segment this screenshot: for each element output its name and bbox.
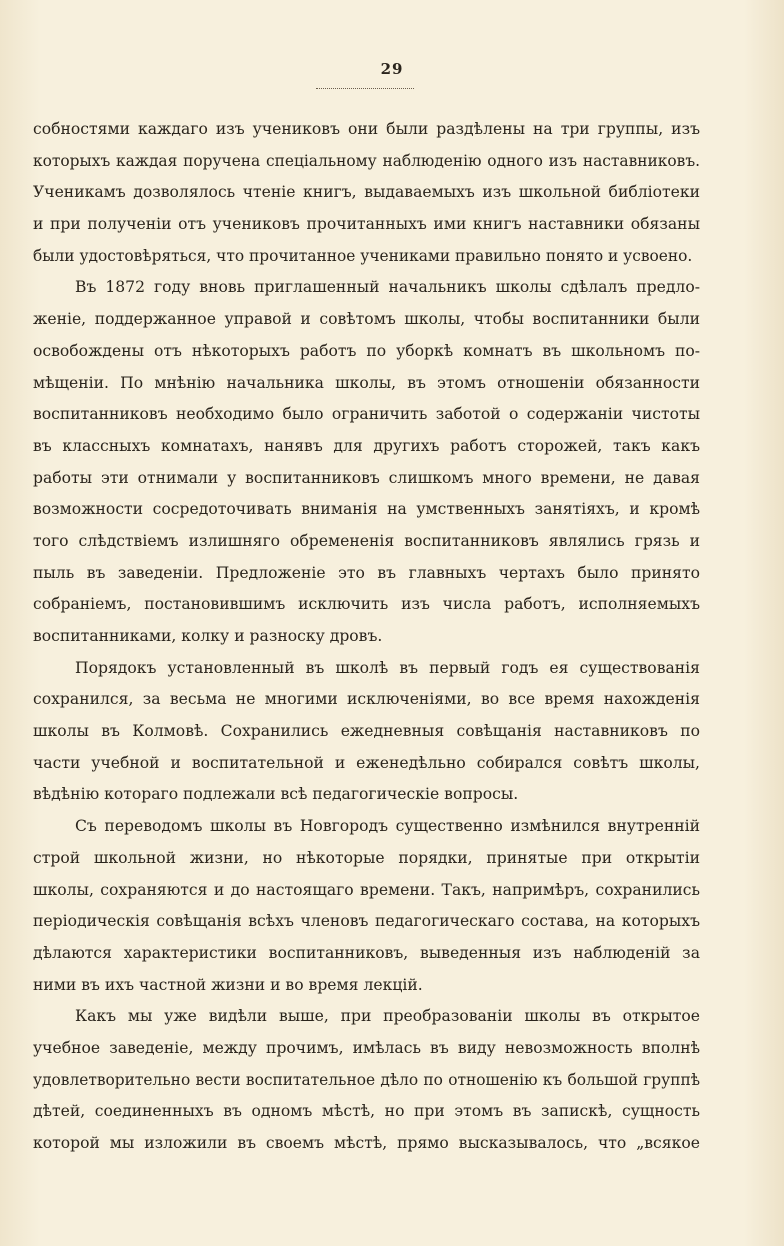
paragraph-start-line: Порядокъ установленный въ школѣ въ первый годъ ея существованія [75,658,700,677]
text-line: воспитанниками, колку и разноску дровъ. [33,627,383,645]
text-line: Ученикамъ дозволялось чтеніе книгъ, выдаваемыхъ изъ школьной библіотеки [33,183,700,202]
text-line: собраніемъ, постановившимъ исключить изъ числа работъ, исполняемыхъ [33,595,700,614]
text-line: того слѣдствіемъ излишняго обремененія воспитанниковъ являлись грязь и [33,531,700,550]
page-number: 29 [380,60,404,78]
text-line: и при полученіи отъ учениковъ прочитанныхъ ими книгъ наставники обязаны [33,215,700,234]
body-text [33,114,700,1160]
paragraph-start-line: Въ 1872 году вновь приглашенный начальникъ школы сдѣлалъ предло- [75,278,700,297]
text-line: строй школьной жизни, но нѣкоторые порядки, принятые при открытіи [33,848,700,867]
text-line: собностями каждаго изъ учениковъ они были раздѣлены на три группы, изъ [33,120,700,138]
text-line: вѣдѣнію котораго подлежали всѣ педагогическіе вопросы. [33,785,519,804]
text-line: возможности сосредоточивать вниманія на умственныхъ занятіяхъ, и кромѣ [33,500,700,519]
paragraph-start-line: Съ переводомъ школы въ Новгородъ существенно измѣнился внутренній [75,817,700,836]
text-line: дѣтей, соединенныхъ въ одномъ мѣстѣ, но при этомъ въ запискѣ, сущность [33,1102,700,1121]
text-line: ними въ ихъ частной жизни и во время лекцій. [33,975,423,994]
text-line: въ классныхъ комнатахъ, нанявъ для другихъ работъ сторожей, такъ какъ [33,436,700,455]
text-line: пыль въ заведеніи. Предложеніе это въ главныхъ чертахъ было принято [33,563,700,582]
text-line: части учебной и воспитательной и еженедѣльно собирался совѣтъ школы, [33,753,700,772]
text-line: мѣщеніи. По мнѣнію начальника школы, въ этомъ отношеніи обязанности [33,373,700,392]
text-line: которыхъ каждая поручена спеціальному наблюденію одного изъ наставниковъ. [33,151,700,170]
text-line: освобождены отъ нѣкоторыхъ работъ по уборкѣ комнатъ въ школьномъ по- [33,341,700,360]
text-line: женіе, поддержанное управой и совѣтомъ школы, чтобы воспитанники были [33,310,700,329]
paragraph-start-line: Какъ мы уже видѣли выше, при преобразованіи школы въ открытое [75,1007,700,1026]
text-line: школы, сохраняются и до настоящаго времени. Такъ, напримѣръ, сохранились [33,880,700,899]
text-line: работы эти отнимали у воспитанниковъ слишкомъ много времени, не давая [33,468,700,487]
text-line: школы въ Колмовѣ. Сохранились ежедневныя совѣщанія наставниковъ по [33,722,700,741]
text-line: которой мы изложили въ своемъ мѣстѣ, прямо высказывалось, что „всякое [33,1134,700,1152]
text-line: были удостовѣряться, что прочитанное учениками правильно понято и усвоено. [33,246,693,265]
text-line: періодическія совѣщанія всѣхъ членовъ педагогическаго состава, на которыхъ [33,912,700,931]
text-line: воспитанниковъ необходимо было ограничить заботой о содержаніи чистоты [33,405,700,424]
text-line: удовлетворительно вести воспитательное дѣло по отношенію къ большой группѣ [33,1070,700,1089]
text-line: дѣлаются характеристики воспитанниковъ, выведенныя изъ наблюденій за [33,943,700,962]
text-line: учебное заведеніе, между прочимъ, имѣлась въ виду невозможность вполнѣ [33,1038,700,1057]
page-number-rule [316,88,414,89]
text-line: сохранился, за весьма не многими исключеніями, во все время нахожденія [33,690,700,709]
